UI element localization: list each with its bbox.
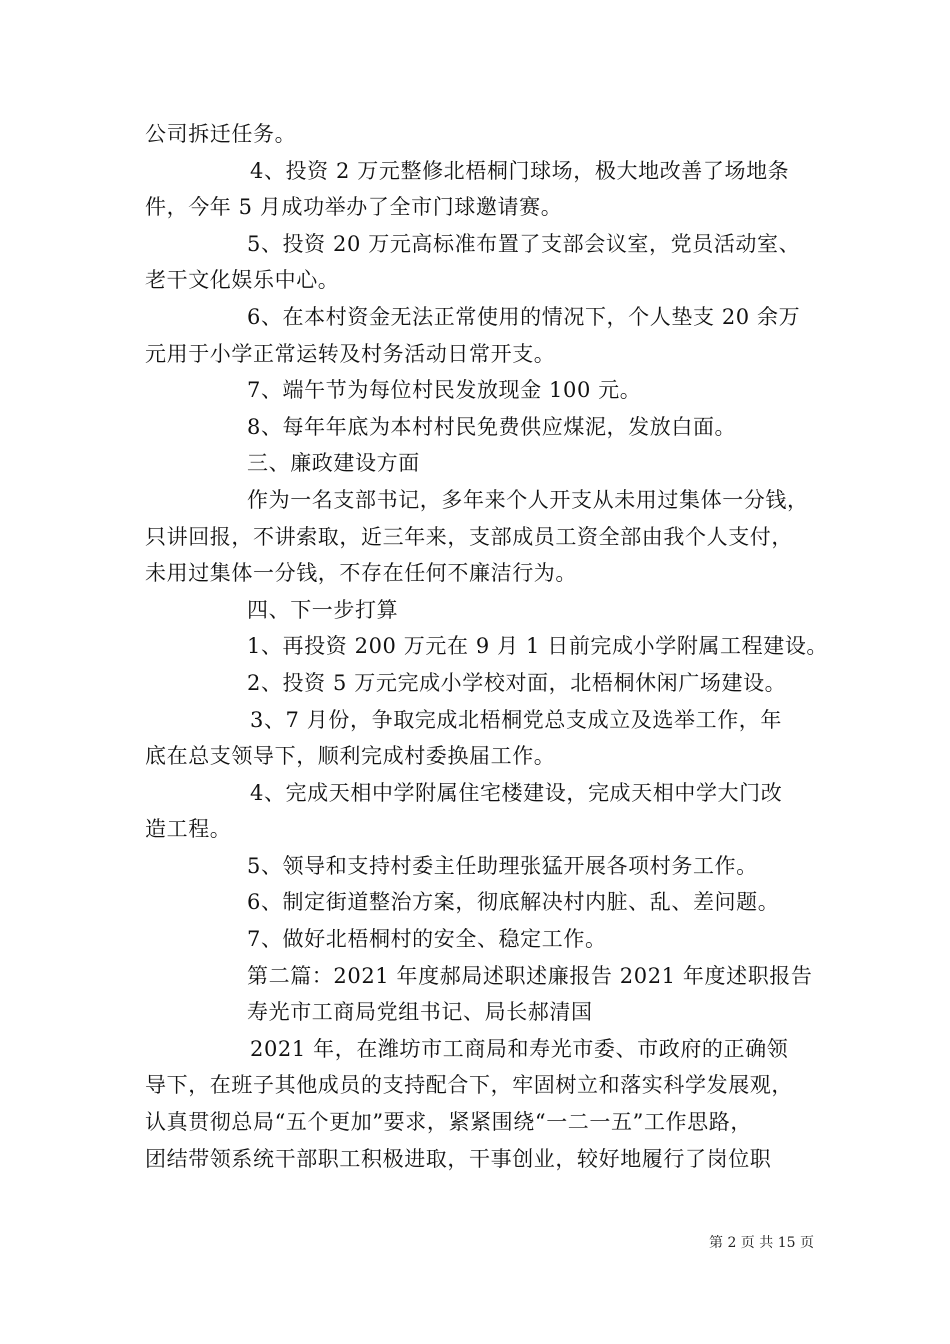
text-line: 6、在本村资金无法正常使用的情况下，个人垫支 20 余万 <box>247 304 801 329</box>
author-line: 寿光市工商局党组书记、局长郝清国 <box>247 1000 593 1025</box>
text-line: 2、投资 5 万元完成小学校对面，北梧桐休闲广场建设。 <box>247 670 787 695</box>
text-line: 1、再投资 200 万元在 9 月 1 日前完成小学附属工程建设。 <box>247 634 829 659</box>
text-line: 只讲回报，不讲索取，近三年来，支部成员工资全部由我个人支付， <box>145 524 793 549</box>
text-line: 5、领导和支持村委主任助理张猛开展各项村务工作。 <box>247 853 758 878</box>
text-line: 7、做好北梧桐村的安全、稳定工作。 <box>247 927 607 952</box>
text-line: 2021 年，在潍坊市工商局和寿光市委、市政府的正确领 <box>250 1036 789 1061</box>
section-heading: 三、廉政建设方面 <box>247 451 420 476</box>
text-line: 元用于小学正常运转及村务活动日常开支。 <box>145 341 556 366</box>
text-line: 公司拆迁任务。 <box>145 122 297 146</box>
text-line: 作为一名支部书记，多年来个人开支从未用过集体一分钱， <box>247 487 809 512</box>
section-heading: 四、下一步打算 <box>247 597 399 622</box>
text-line: 件，今年 5 月成功举办了全市门球邀请赛。 <box>145 195 563 220</box>
text-line: 认真贯彻总局“五个更加”要求，紧紧围绕“一二一五”工作思路， <box>145 1110 752 1135</box>
text-line: 8、每年年底为本村村民免费供应煤泥，发放白面。 <box>247 414 737 439</box>
text-line: 导下，在班子其他成员的支持配合下，牢固树立和落实科学发展观， <box>145 1073 793 1098</box>
text-line: 未用过集体一分钱，不存在任何不廉洁行为。 <box>145 561 577 586</box>
page-number: 第 2 页 共 15 页 <box>709 1235 814 1251</box>
text-line: 6、制定街道整治方案，彻底解决村内脏、乱、差问题。 <box>247 890 780 915</box>
text-line: 3、7 月份，争取完成北梧桐党总支成立及选举工作，年 <box>250 707 782 732</box>
text-line: 4、投资 2 万元整修北梧桐门球场，极大地改善了场地条 <box>250 158 790 183</box>
section-heading: 第二篇：2021 年度郝局述职述廉报告 2021 年度述职报告 <box>247 963 813 988</box>
text-line: 底在总支领导下，顺利完成村委换届工作。 <box>145 744 556 769</box>
text-line: 5、投资 20 万元高标准布置了支部会议室，党员活动室、 <box>247 231 801 256</box>
text-line: 4、完成天相中学附属住宅楼建设，完成天相中学大门改 <box>250 780 783 805</box>
text-line: 团结带领系统干部职工积极进取，干事创业，较好地履行了岗位职 <box>145 1146 772 1171</box>
text-line: 7、端午节为每位村民发放现金 100 元。 <box>247 378 642 403</box>
document-body <box>145 116 829 1177</box>
text-line: 造工程。 <box>145 817 232 842</box>
text-line: 老干文化娱乐中心。 <box>145 268 340 293</box>
